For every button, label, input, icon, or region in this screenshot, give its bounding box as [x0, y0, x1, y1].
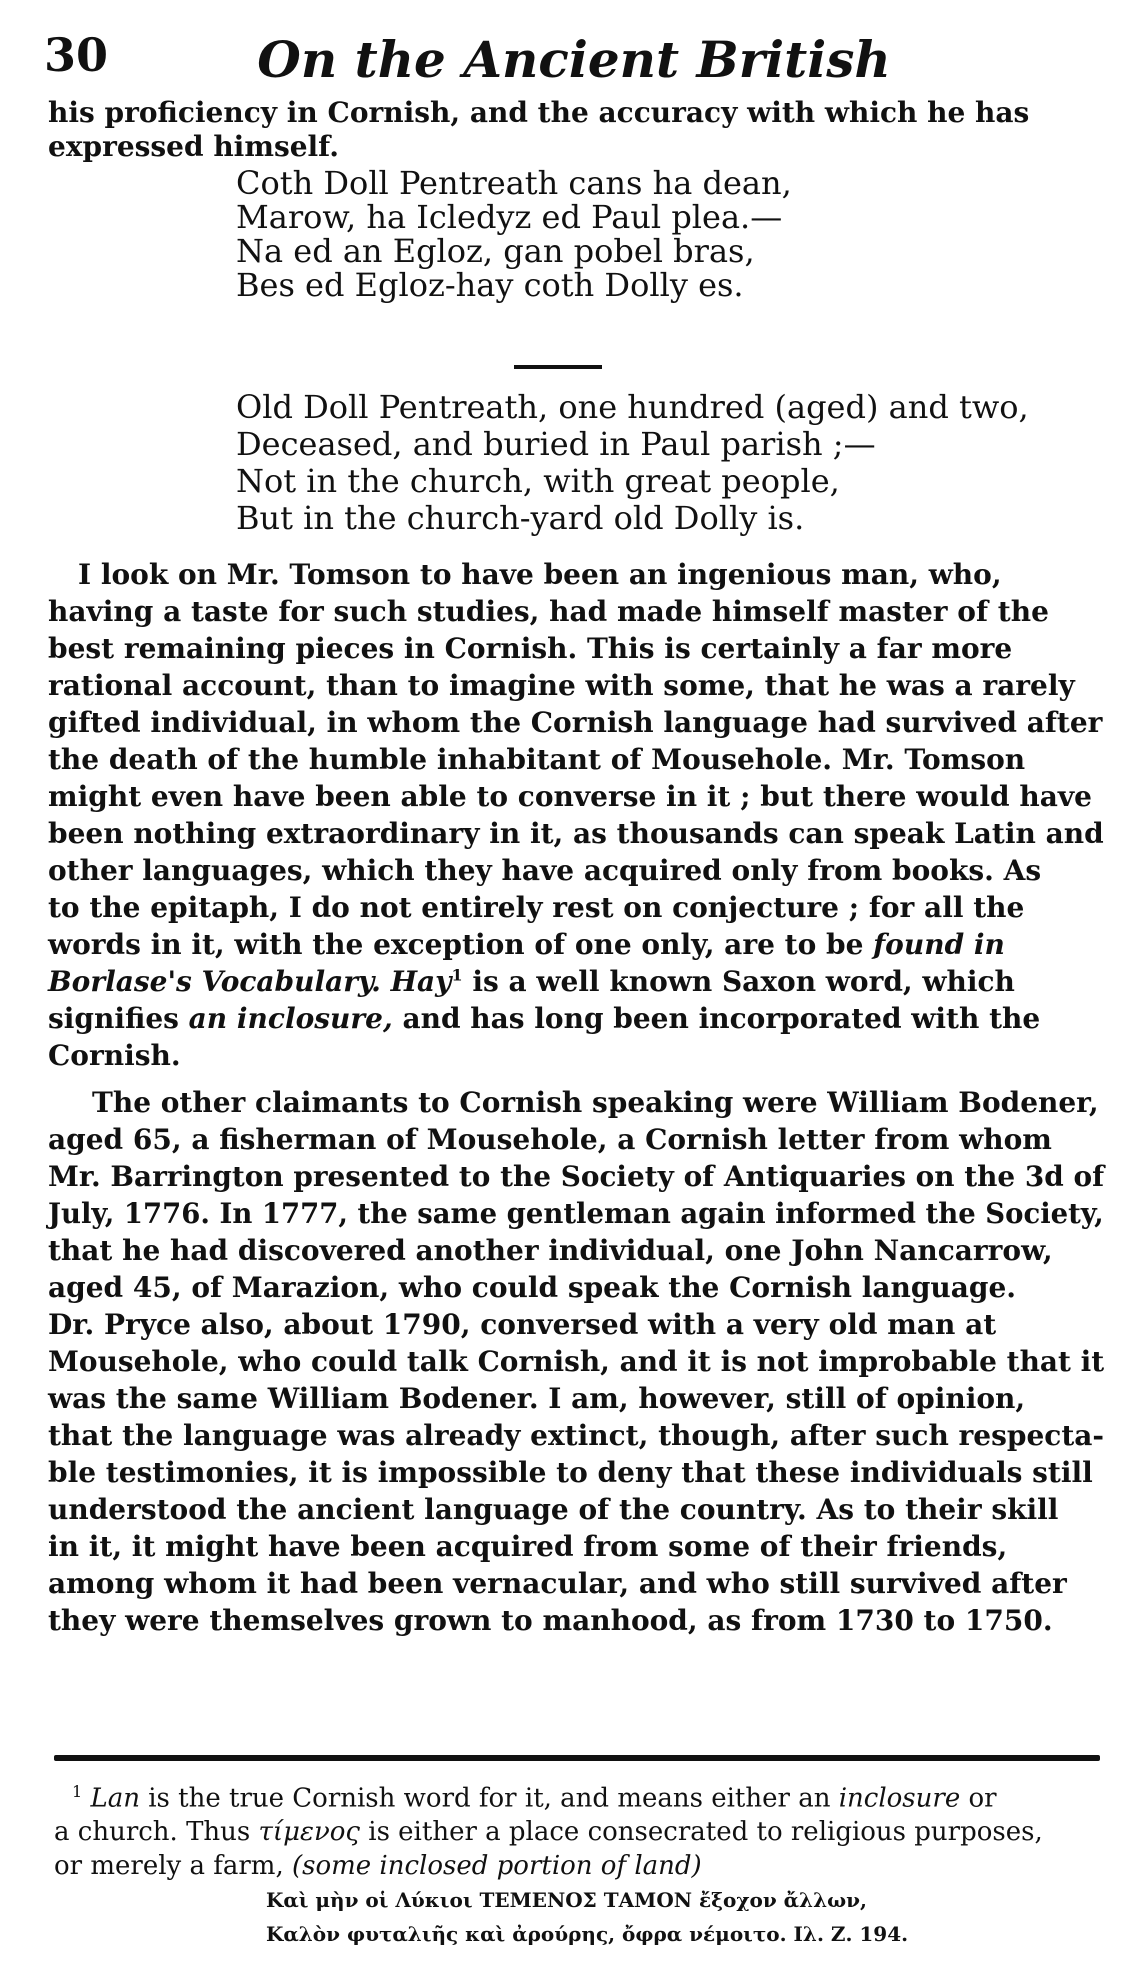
italic-text: Borlase's Vocabulary. [48, 965, 381, 998]
paragraph-line: Dr. Pryce also, about 1790, conversed with a very old man at [48, 1308, 997, 1341]
verse-english-line: Deceased, and buried in Paul parish ;— [236, 425, 876, 463]
footnote-line [72, 1782, 997, 1815]
italic-text: inclosure [838, 1783, 961, 1814]
running-title: On the Ancient British [257, 30, 891, 89]
line-text: a church. Thus [54, 1817, 259, 1847]
verse-cornish-line: Coth Doll Pentreath cans ha dean, [236, 164, 792, 202]
paragraph-line: rational account, than to imagine with some, that he was a rarely [48, 669, 1075, 702]
paragraph-line: I look on Mr. Tomson to have been an ingenious man, who, [78, 558, 1002, 591]
italic-text: Lan [90, 1783, 140, 1814]
paragraph-line: The other claimants to Cornish speaking were William Bodener, [92, 1086, 1099, 1119]
italic-text: (some inclosed portion of land) [291, 1851, 702, 1881]
line-text: signifies [48, 1002, 189, 1035]
italic-text: found in [873, 928, 1005, 961]
intro-line: his proficiency in Cornish, and the accuracy with which he has [48, 96, 1030, 129]
paragraph-line: best remaining pieces in Cornish. This is certainly a far more [48, 632, 1013, 665]
footnote-line [54, 1816, 1043, 1849]
paragraph-line: having a taste for such studies, had made himself master of the [48, 595, 1049, 628]
paragraph-line: gifted individual, in whom the Cornish language had survived after [48, 706, 1103, 739]
paragraph-line: might even have been able to converse in it ; but there would have [48, 780, 1092, 813]
paragraph-line: aged 45, of Marazion, who could speak the Cornish language. [48, 1271, 1017, 1304]
paragraph-line: aged 65, a fisherman of Mousehole, a Cornish letter from whom [48, 1123, 1052, 1156]
verse-cornish-line: Na ed an Egloz, gan pobel bras, [236, 232, 755, 270]
paragraph-line: was the same William Bodener. I am, however, still of opinion, [48, 1382, 1026, 1415]
verse-english-line: Not in the church, with great people, [236, 462, 840, 500]
intro-line: expressed himself. [48, 130, 339, 163]
footnote-quote-line: Καὶ μὴν οἱ Λύκιοι ΤΕΜΕΝΟΣ ΤΑΜΟΝ ἔξοχον ἄλλων, [266, 1888, 867, 1912]
verse-english-line: But in the church-yard old Dolly is. [236, 499, 805, 537]
line-text: is a well known Saxon word, which [462, 965, 1015, 998]
paragraph-line: that he had discovered another individual, one John Nancarrow, [48, 1234, 1053, 1267]
paragraph-line: been nothing extraordinary in it, as thousands can speak Latin and [48, 817, 1104, 850]
paragraph-line: they were themselves grown to manhood, as from 1730 to 1750. [48, 1604, 1053, 1637]
page-number: 30 [44, 28, 109, 82]
line-text: is either a place consecrated to religious purposes, [359, 1817, 1043, 1847]
italic-text: τίμενος [258, 1817, 360, 1847]
verse-cornish-line: Marow, ha Icledyz ed Paul plea.— [236, 198, 783, 236]
footnote-divider [54, 1755, 1100, 1761]
paragraph-line [48, 1001, 1040, 1036]
line-text: is the true Cornish word for it, and means either an [139, 1783, 839, 1814]
line-text: or merely a farm, [54, 1851, 292, 1881]
verse-cornish-line: Bes ed Egloz-hay coth Dolly es. [236, 266, 744, 304]
paragraph-line: the death of the humble inhabitant of Mousehole. Mr. Tomson [48, 743, 1026, 776]
italic-text: Hay [390, 965, 452, 998]
paragraph-line: July, 1776. In 1777, the same gentleman again informed the Society, [48, 1197, 1104, 1230]
line-text: or [960, 1783, 997, 1814]
footnote-ref[interactable]: 1 [451, 965, 463, 985]
stanza-divider [514, 365, 602, 369]
paragraph-line [48, 964, 1015, 999]
verse-english-line: Old Doll Pentreath, one hundred (aged) and two, [236, 388, 1029, 426]
paragraph-line: Cornish. [48, 1039, 181, 1072]
footnote-line [54, 1850, 702, 1883]
footnote-quote-line: Καλὸν φυταλιῆς καὶ ἀρούρης, ὄφρα νέμοιτο. Ιλ. Ζ. 194. [266, 1922, 909, 1946]
paragraph-line: understood the ancient language of the country. As to their skill [48, 1493, 1059, 1526]
footnote-marker: 1 [72, 1782, 83, 1801]
paragraph-line [48, 927, 1005, 962]
paragraph-line: ble testimonies, it is impossible to deny that these individuals still [48, 1456, 1093, 1489]
paragraph-line: Mousehole, who could talk Cornish, and it is not improbable that it [48, 1345, 1105, 1378]
paragraph-line: to the epitaph, I do not entirely rest on conjecture ; for all the [48, 891, 1025, 924]
paragraph-line: Mr. Barrington presented to the Society of Antiquaries on the 3d of [48, 1160, 1105, 1193]
page-header [44, 24, 1104, 94]
paragraph-line: in it, it might have been acquired from some of their friends, [48, 1530, 1008, 1563]
paragraph-line: among whom it had been vernacular, and who still survived after [48, 1567, 1067, 1600]
paragraph-line: that the language was already extinct, though, after such respecta- [48, 1419, 1105, 1452]
italic-text: an inclosure, [188, 1002, 393, 1035]
paragraph-line: other languages, which they have acquired only from books. As [48, 854, 1042, 887]
line-text: and has long been incorporated with the [392, 1002, 1041, 1035]
line-text: words in it, with the exception of one only, are to be [48, 928, 874, 961]
